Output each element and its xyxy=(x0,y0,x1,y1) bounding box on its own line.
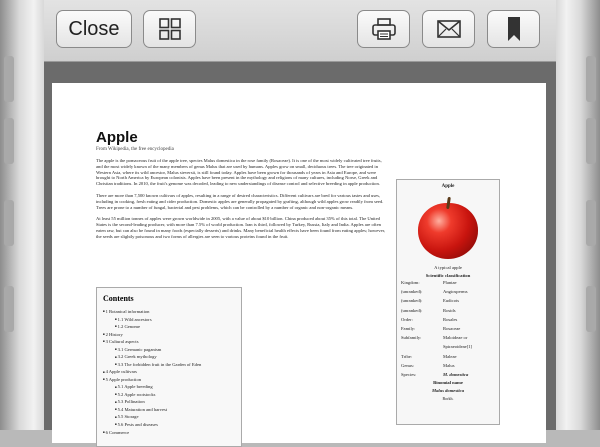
toc-item[interactable]: ■ 6 Commerce xyxy=(103,429,235,437)
row-value: M. domestica xyxy=(443,372,469,378)
binomial-name: Malus domestica xyxy=(431,388,465,394)
infobox-section: Scientific classification xyxy=(425,273,471,278)
toolbar xyxy=(44,0,556,62)
side-button xyxy=(4,56,14,102)
side-button xyxy=(586,200,596,246)
toc-item[interactable]: ■ 3 Cultural aspects xyxy=(103,338,235,346)
row-key: Subfamily: xyxy=(401,335,422,341)
article-paragraph: There are more than 7,500 known cultivars of apples, resulting in a range of desired characteristics. Different cultivars are bred for various tastes and uses, including in cooking, fresh eating and cider production. Domestic apples are generally propagated by grafting, although wild apples grow readily from seed. Trees are prone to a number of fungal, bacterial and pest problems, which can be controlled by a number of organic and non-organic means. xyxy=(96,192,384,210)
row-value: Rosids xyxy=(443,307,456,313)
device-frame-left xyxy=(0,0,48,430)
toc-item[interactable]: ■ 5.6 Pests and diseases xyxy=(103,421,235,429)
article-subtitle: From Wikipedia, the free encyclopedia xyxy=(96,147,174,152)
toc-title: Contents xyxy=(103,294,134,303)
row-key: Family: xyxy=(401,326,416,332)
infobox-row xyxy=(397,296,499,305)
toc-item[interactable]: ■ 1 Botanical information xyxy=(103,308,235,316)
infobox-title: Apple xyxy=(441,184,455,189)
infobox-caption: A typical apple xyxy=(434,265,462,270)
side-button xyxy=(4,286,14,332)
row-key: Order: xyxy=(401,316,413,322)
row-key: (unranked): xyxy=(401,307,423,313)
row-key: Tribe: xyxy=(401,353,413,359)
infobox-row xyxy=(397,278,499,287)
side-button xyxy=(4,118,14,164)
row-key: (unranked): xyxy=(401,298,423,304)
toc-item[interactable]: ■ 5.5 Storage xyxy=(103,413,235,421)
article-title: Apple xyxy=(96,129,138,146)
document-viewer[interactable] xyxy=(44,62,556,435)
row-value: Eudicots xyxy=(443,298,460,304)
infobox-row xyxy=(397,361,499,370)
article-paragraph: At least 55 million tonnes of apples were grown worldwide in 2005, with a value of about $10 billion. China produced about 35% of this total. The United States is the second-leading producer, with more than 7.5% of world production. Iran is third, followed by Turkey, Russia, Italy and India. Apples are often eaten raw, but can also be found in many foods (especially desserts) and drinks. Many beneficial health effects have been found from eating apples; however, the seeds are slightly poisonous and two forms of allergies are seen to various proteins found in the fruit. xyxy=(96,216,386,239)
toc-item[interactable]: ■ 3.1 Germanic paganism xyxy=(103,346,235,354)
side-button xyxy=(586,56,596,102)
toc-item[interactable]: ■ 1.1 Wild ancestors xyxy=(103,316,235,324)
infobox-row xyxy=(397,324,499,333)
row-value: Maleae xyxy=(443,353,457,359)
bookmark-button[interactable] xyxy=(487,10,540,48)
toc-item[interactable]: ■ 5.1 Apple breeding xyxy=(103,383,235,391)
row-value: Rosales xyxy=(443,316,458,322)
infobox xyxy=(396,179,500,425)
infobox-row xyxy=(397,333,499,351)
printer-icon xyxy=(371,17,397,41)
document-page[interactable] xyxy=(52,83,546,443)
row-key: (unranked): xyxy=(401,289,423,295)
apple-image xyxy=(416,197,480,259)
thumbnails-button[interactable] xyxy=(143,10,196,48)
side-button xyxy=(586,118,596,164)
close-button[interactable]: Close xyxy=(56,10,132,48)
row-value: Plantae xyxy=(443,280,457,285)
toc-item[interactable]: ■ 4 Apple cultivars xyxy=(103,368,235,376)
toc-item[interactable]: ■ 5.4 Maturation and harvest xyxy=(103,406,235,414)
grid-icon xyxy=(158,17,182,41)
article-paragraph: The apple is the pomaceous fruit of the apple tree, species Malus domestica in the rose family (Rosaceae). It is one of the most widely cultivated tree fruits, and the most widely known of the many members of genus Malus that are used by humans. Apples grow on small, deciduous trees. The tree originated in Western Asia, where its wild ancestor, Malus sieversii, is still found today. Apples have been grown for thousands of years in Asia and Europe, and were brought to North America by European colonists. Apples have been present in the mythology and religions of many cultures, including Norse, Greek and Christian traditions. In 2010, the fruit's genome was decoded, leading to new understandings of disease control and selective breeding in apple production. xyxy=(96,158,382,187)
infobox-row xyxy=(397,315,499,324)
infobox-row xyxy=(397,306,499,315)
toc-item[interactable]: ■ 3.2 Greek mythology xyxy=(103,353,235,361)
side-button xyxy=(586,286,596,332)
row-value: Maloideae or Spiraeoideae[1] xyxy=(443,335,473,350)
print-button[interactable] xyxy=(357,10,410,48)
mail-icon xyxy=(436,19,462,39)
toc-item[interactable]: ■ 5.3 Pollination xyxy=(103,398,235,406)
apple-fruit xyxy=(418,203,478,259)
row-value: Malus xyxy=(443,362,455,368)
side-button xyxy=(4,200,14,246)
row-key: Species: xyxy=(401,372,417,378)
binomial-label: Binomial name xyxy=(433,380,463,386)
row-key: Kingdom: xyxy=(401,280,420,285)
binomial-author: Borkh. xyxy=(442,396,454,402)
infobox-row xyxy=(397,352,499,361)
device-frame-right xyxy=(552,0,600,430)
toc-item[interactable]: ■ 3.3 The forbidden fruit in the Garden of Eden xyxy=(103,361,235,369)
row-value: Rosaceae xyxy=(443,326,461,332)
row-value: Angiosperms xyxy=(443,289,468,295)
toc-item[interactable]: ■ 1.2 Genome xyxy=(103,323,235,331)
toc-item[interactable]: ■ 2 History xyxy=(103,331,235,339)
bookmark-icon xyxy=(506,16,522,42)
toc-item[interactable]: ■ 5.2 Apple rootstocks xyxy=(103,391,235,399)
table-of-contents xyxy=(96,287,242,447)
infobox-row xyxy=(397,287,499,296)
toc-item[interactable]: ■ 5 Apple production xyxy=(103,376,235,384)
infobox-row xyxy=(397,370,499,379)
row-key: Genus: xyxy=(401,362,415,368)
mail-button[interactable] xyxy=(422,10,475,48)
